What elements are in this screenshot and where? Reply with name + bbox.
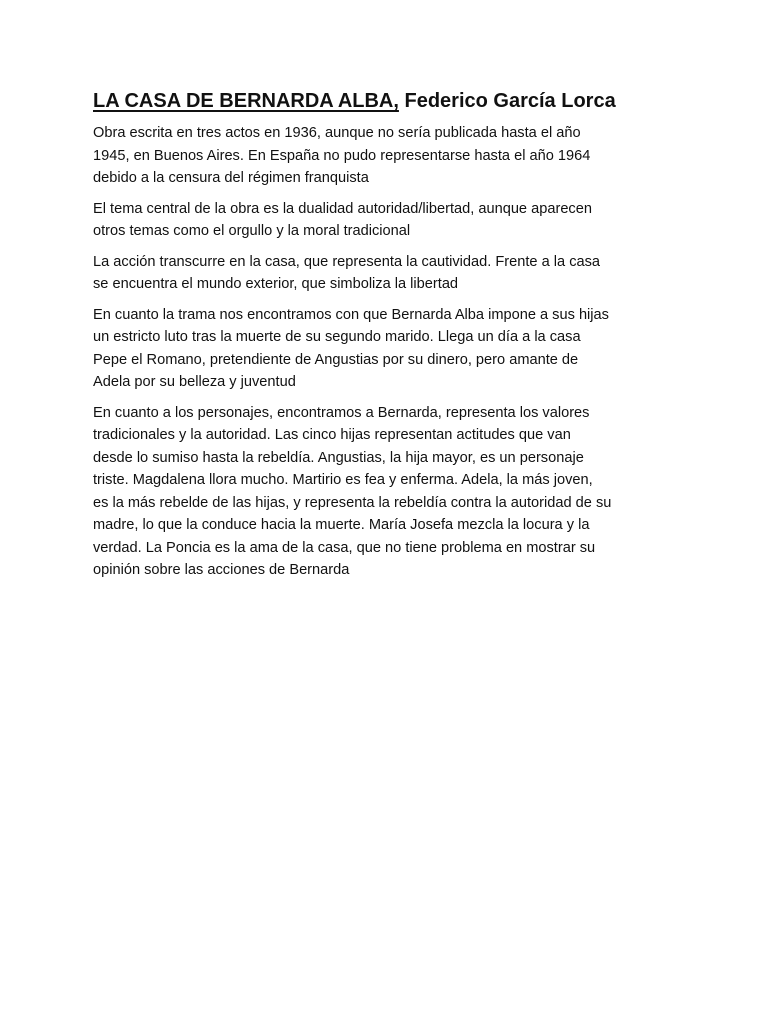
paragraph-line: tradicionales y la autoridad. Las cinco hijas representan actitudes que van [93,427,571,443]
paragraph-line: Adela por su belleza y juventud [93,374,296,390]
paragraph-list [93,122,683,582]
paragraph-line: opinión sobre las acciones de Bernarda [93,562,350,578]
paragraph-line: desde lo sumiso hasta la rebeldía. Angustias, la hija mayor, es un personaje [93,449,584,466]
paragraph-line: otros temas como el orgullo y la moral tradicional [93,223,411,239]
paragraph-line: El tema central de la obra es la dualidad autoridad/libertad, aunque aparecen [93,200,592,217]
paragraph-line: es la más rebelde de las hijas, y representa la rebeldía contra la autoridad de su [93,494,612,511]
paragraph-line: La acción transcurre en la casa, que representa la cautividad. Frente a la casa [93,253,601,270]
paragraph [93,402,683,582]
document-body [93,88,683,590]
paragraph-line: se encuentra el mundo exterior, que simboliza la libertad [93,276,459,292]
paragraph [93,122,683,190]
paragraph-line: En cuanto la trama nos encontramos con que Bernarda Alba impone a sus hijas [93,306,609,323]
paragraph [93,304,683,394]
document-title [93,88,683,114]
paragraph-line: madre, lo que la conduce hacia la muerte. María Josefa mezcla la locura y la [93,517,590,533]
paragraph-line: 1945, en Buenos Aires. En España no pudo representarse hasta el año 1964 [93,147,591,164]
paragraph [93,251,683,296]
title-author: Federico García Lorca [404,90,616,112]
title-work-name: LA CASA DE BERNARDA ALBA, [93,90,399,112]
paragraph-line: un estricto luto tras la muerte de su segundo marido. Llega un día a la casa [93,329,581,345]
paragraph-line: debido a la censura del régimen franquista [93,170,369,186]
paragraph-line: triste. Magdalena llora mucho. Martirio es fea y enferma. Adela, la más joven, [93,472,593,488]
paragraph-line: verdad. La Poncia es la ama de la casa, que no tiene problema en mostrar su [93,539,596,556]
paragraph-line: En cuanto a los personajes, encontramos a Bernarda, representa los valores [93,404,590,421]
paragraph [93,198,683,243]
paragraph-line: Pepe el Romano, pretendiente de Angustias por su dinero, pero amante de [93,351,579,368]
paragraph-line: Obra escrita en tres actos en 1936, aunque no sería publicada hasta el año [93,125,581,141]
